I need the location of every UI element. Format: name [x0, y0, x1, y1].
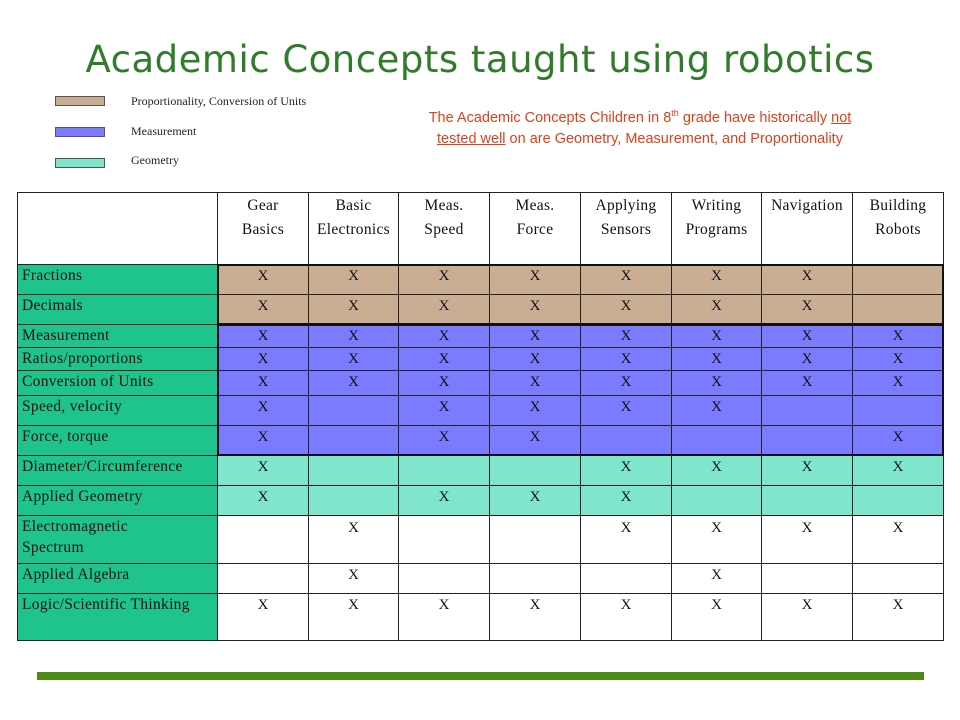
cell-mark: X — [892, 328, 904, 344]
column-header-line2 — [762, 218, 852, 242]
table-cell — [671, 485, 762, 516]
table-cell — [308, 593, 399, 641]
cell-mark: X — [348, 567, 359, 583]
table-cell — [580, 563, 672, 594]
table-cell — [580, 324, 672, 348]
cell-mark: X — [711, 374, 722, 390]
table-cell — [217, 593, 309, 641]
table-cell — [761, 425, 853, 456]
table-cell — [671, 395, 762, 426]
legend-swatch-geometry — [55, 158, 105, 168]
table-cell — [671, 347, 762, 371]
note-text — [362, 108, 918, 150]
footer-bar — [37, 672, 924, 680]
cell-mark: X — [711, 520, 722, 536]
cell-mark: X — [801, 268, 813, 284]
cell-mark: X — [257, 351, 269, 367]
table-cell — [761, 455, 853, 486]
cell-mark: X — [620, 374, 632, 390]
table-cell — [308, 563, 399, 594]
header-corner-cell — [17, 192, 218, 265]
table-cell — [398, 370, 490, 396]
table-cell — [217, 515, 309, 564]
column-header-line2: Robots — [875, 221, 921, 238]
cell-mark: X — [348, 520, 359, 536]
cell-mark: X — [801, 597, 813, 613]
column-header-line1: Meas. — [424, 197, 464, 214]
table-cell — [398, 515, 490, 564]
cell-mark: X — [348, 328, 359, 344]
table-cell — [671, 294, 762, 325]
row-label-cell — [17, 593, 218, 641]
cell-mark: X — [620, 298, 632, 314]
table-cell — [580, 425, 672, 456]
table-cell — [489, 370, 581, 396]
cell-mark: X — [711, 459, 722, 475]
table-cell — [217, 563, 309, 594]
table-cell — [217, 395, 309, 426]
column-header-line1: Basic — [335, 197, 372, 214]
column-header — [580, 192, 672, 265]
cell-mark: X — [620, 520, 632, 536]
table-cell — [489, 324, 581, 348]
row-label-cell — [17, 324, 218, 348]
table-cell — [852, 324, 944, 348]
row-label-cell — [17, 395, 218, 426]
column-header — [308, 192, 399, 265]
row-label-cell — [17, 425, 218, 456]
column-header-line1: Applying — [595, 197, 657, 214]
table-cell — [852, 563, 944, 594]
cell-mark: X — [529, 374, 541, 390]
table-cell — [308, 395, 399, 426]
table-cell — [852, 395, 944, 426]
row-label: Diameter/Circumference — [22, 458, 183, 475]
cell-mark: X — [892, 597, 904, 613]
row-label: Force, torque — [22, 428, 109, 445]
table-cell — [671, 324, 762, 348]
cell-mark: X — [438, 328, 450, 344]
row-label-cell — [17, 347, 218, 371]
table-cell — [489, 347, 581, 371]
table-cell — [489, 563, 581, 594]
cell-mark: X — [438, 489, 450, 505]
row-label: Ratios/proportions — [22, 350, 143, 367]
column-header-line1: Building — [869, 197, 927, 214]
cell-mark: X — [711, 399, 722, 415]
table-cell — [217, 294, 309, 325]
cell-mark: X — [438, 597, 450, 613]
column-header — [761, 192, 853, 265]
table-cell — [761, 264, 853, 295]
table-cell — [580, 395, 672, 426]
table-cell — [398, 395, 490, 426]
cell-mark: X — [711, 328, 722, 344]
cell-mark: X — [711, 567, 722, 583]
page-title: Academic Concepts taught using robotics — [85, 38, 875, 81]
table-cell — [489, 395, 581, 426]
legend-swatch-proportionality — [55, 96, 105, 106]
table-cell — [398, 425, 490, 456]
table-cell — [489, 455, 581, 486]
cell-mark: X — [257, 374, 269, 390]
table-cell — [308, 370, 399, 396]
table-cell — [398, 593, 490, 641]
cell-mark: X — [257, 268, 269, 284]
table-cell — [308, 425, 399, 456]
column-header-line2: Electronics — [316, 221, 391, 238]
table-cell — [398, 294, 490, 325]
cell-mark: X — [620, 328, 632, 344]
table-cell — [489, 294, 581, 325]
table-cell — [580, 485, 672, 516]
table-cell — [671, 370, 762, 396]
table-cell — [580, 370, 672, 396]
cell-mark: X — [257, 597, 269, 613]
cell-mark: X — [892, 459, 904, 475]
table-cell — [671, 264, 762, 295]
note-text-mid: grade have historically — [678, 110, 832, 126]
table-cell — [308, 515, 399, 564]
legend-label-geometry: Geometry — [131, 153, 179, 167]
cell-mark: X — [529, 328, 541, 344]
row-label-cell — [17, 515, 218, 564]
table-cell — [580, 264, 672, 295]
cell-mark: X — [529, 268, 541, 284]
cell-mark: X — [620, 597, 632, 613]
table-cell — [852, 294, 944, 325]
cell-mark: X — [529, 298, 541, 314]
column-header-line2: Programs — [685, 221, 748, 238]
table-cell — [308, 485, 399, 516]
row-label-cell — [17, 264, 218, 295]
cell-mark: X — [529, 429, 541, 445]
column-header-line1: Navigation — [771, 197, 843, 214]
cell-mark: X — [348, 374, 359, 390]
table-cell — [308, 294, 399, 325]
cell-mark: X — [257, 459, 269, 475]
cell-mark: X — [892, 351, 904, 367]
cell-mark: X — [801, 520, 813, 536]
cell-mark: X — [801, 328, 813, 344]
table-cell — [761, 370, 853, 396]
cell-mark: X — [257, 328, 269, 344]
cell-mark: X — [438, 268, 450, 284]
table-cell — [217, 455, 309, 486]
cell-mark: X — [529, 351, 541, 367]
cell-mark: X — [529, 489, 541, 505]
table-cell — [217, 264, 309, 295]
column-header-line2: Speed — [424, 221, 464, 238]
cell-mark: X — [529, 597, 541, 613]
cell-mark: X — [348, 268, 359, 284]
column-header — [671, 192, 762, 265]
row-label-cell — [17, 563, 218, 594]
table-cell — [852, 515, 944, 564]
table-cell — [217, 370, 309, 396]
column-header-line2: Basics — [241, 221, 285, 238]
cell-mark: X — [529, 399, 541, 415]
cell-mark: X — [801, 459, 813, 475]
table-cell — [217, 347, 309, 371]
table-cell — [852, 455, 944, 486]
column-header-line1: Gear — [247, 197, 279, 214]
column-header — [398, 192, 490, 265]
row-label: Logic/Scientific Thinking — [22, 596, 190, 613]
cell-mark: X — [257, 298, 269, 314]
cell-mark: X — [801, 374, 813, 390]
row-label: Applied Geometry — [22, 488, 143, 505]
row-label-cell — [17, 485, 218, 516]
cell-mark: X — [892, 374, 904, 390]
row-label: Measurement — [22, 327, 110, 344]
table-cell — [761, 515, 853, 564]
cell-mark: X — [438, 399, 450, 415]
table-cell — [671, 455, 762, 486]
cell-mark: X — [348, 597, 359, 613]
column-header — [852, 192, 944, 265]
table-cell — [761, 485, 853, 516]
column-header-line2: Sensors — [600, 221, 652, 238]
table-cell — [761, 395, 853, 426]
row-label: Fractions — [22, 267, 83, 284]
table-cell — [580, 347, 672, 371]
note-underline-not: not — [831, 110, 852, 126]
cell-mark: X — [257, 399, 269, 415]
cell-mark: X — [892, 520, 904, 536]
table-cell — [671, 593, 762, 641]
table-cell — [761, 347, 853, 371]
table-cell — [671, 515, 762, 564]
table-cell — [671, 425, 762, 456]
cell-mark: X — [801, 298, 813, 314]
table-cell — [852, 347, 944, 371]
row-label: Decimals — [22, 297, 83, 314]
column-header-line1: Meas. — [515, 197, 555, 214]
table-cell — [852, 485, 944, 516]
cell-mark: X — [257, 429, 269, 445]
cell-mark: X — [438, 374, 450, 390]
table-cell — [308, 324, 399, 348]
table-cell — [852, 370, 944, 396]
table-cell — [580, 593, 672, 641]
cell-mark: X — [711, 351, 722, 367]
row-label: Speed, velocity — [22, 398, 123, 415]
table-cell — [761, 593, 853, 641]
cell-mark: X — [711, 597, 722, 613]
note-text-post: on are Geometry, Measurement, and Proportionality — [505, 131, 843, 147]
cell-mark: X — [620, 489, 632, 505]
column-header-line1: Writing — [691, 197, 742, 214]
cell-mark: X — [711, 298, 722, 314]
table-cell — [761, 294, 853, 325]
table-cell — [398, 324, 490, 348]
table-cell — [398, 563, 490, 594]
note-text-pre: The Academic Concepts Children in 8 — [428, 110, 672, 126]
table-cell — [398, 264, 490, 295]
note-superscript: th — [671, 108, 679, 118]
table-cell — [217, 425, 309, 456]
legend-label-measurement: Measurement — [131, 124, 197, 138]
table-cell — [580, 455, 672, 486]
cell-mark: X — [438, 429, 450, 445]
table-cell — [308, 455, 399, 486]
legend-swatch-measurement — [55, 127, 105, 137]
table-cell — [217, 485, 309, 516]
note-underline-tested-well: tested well — [437, 131, 506, 147]
table-cell — [489, 425, 581, 456]
table-cell — [398, 347, 490, 371]
row-label: Conversion of Units — [22, 373, 154, 390]
table-cell — [761, 324, 853, 348]
table-cell — [852, 425, 944, 456]
row-label-cell — [17, 370, 218, 396]
table-cell — [852, 593, 944, 641]
table-cell — [398, 455, 490, 486]
cell-mark: X — [620, 351, 632, 367]
column-header-line2: Force — [516, 221, 554, 238]
row-label-cell — [17, 294, 218, 325]
cell-mark: X — [801, 351, 813, 367]
cell-mark: X — [620, 399, 632, 415]
column-header — [489, 192, 581, 265]
cell-mark: X — [348, 298, 359, 314]
table-cell — [489, 515, 581, 564]
cell-mark: X — [892, 429, 904, 445]
table-cell — [308, 264, 399, 295]
cell-mark: X — [620, 268, 632, 284]
cell-mark: X — [438, 298, 450, 314]
row-label: Electromagnetic — [22, 518, 129, 535]
table-cell — [671, 563, 762, 594]
table-cell — [489, 264, 581, 295]
cell-mark: X — [348, 351, 359, 367]
table-cell — [217, 324, 309, 348]
cell-mark: X — [711, 268, 722, 284]
row-label-line2: Spectrum — [22, 539, 84, 556]
table-cell — [308, 347, 399, 371]
cell-mark: X — [438, 351, 450, 367]
row-label-cell — [17, 455, 218, 486]
table-cell — [489, 593, 581, 641]
table-cell — [398, 485, 490, 516]
table-cell — [580, 515, 672, 564]
table-cell — [852, 264, 944, 295]
legend-label-proportionality: Proportionality, Conversion of Units — [131, 94, 307, 108]
table-cell — [489, 485, 581, 516]
column-header — [217, 192, 309, 265]
cell-mark: X — [620, 459, 632, 475]
table-cell — [761, 563, 853, 594]
cell-mark: X — [257, 489, 269, 505]
table-cell — [580, 294, 672, 325]
row-label: Applied Algebra — [22, 566, 130, 583]
